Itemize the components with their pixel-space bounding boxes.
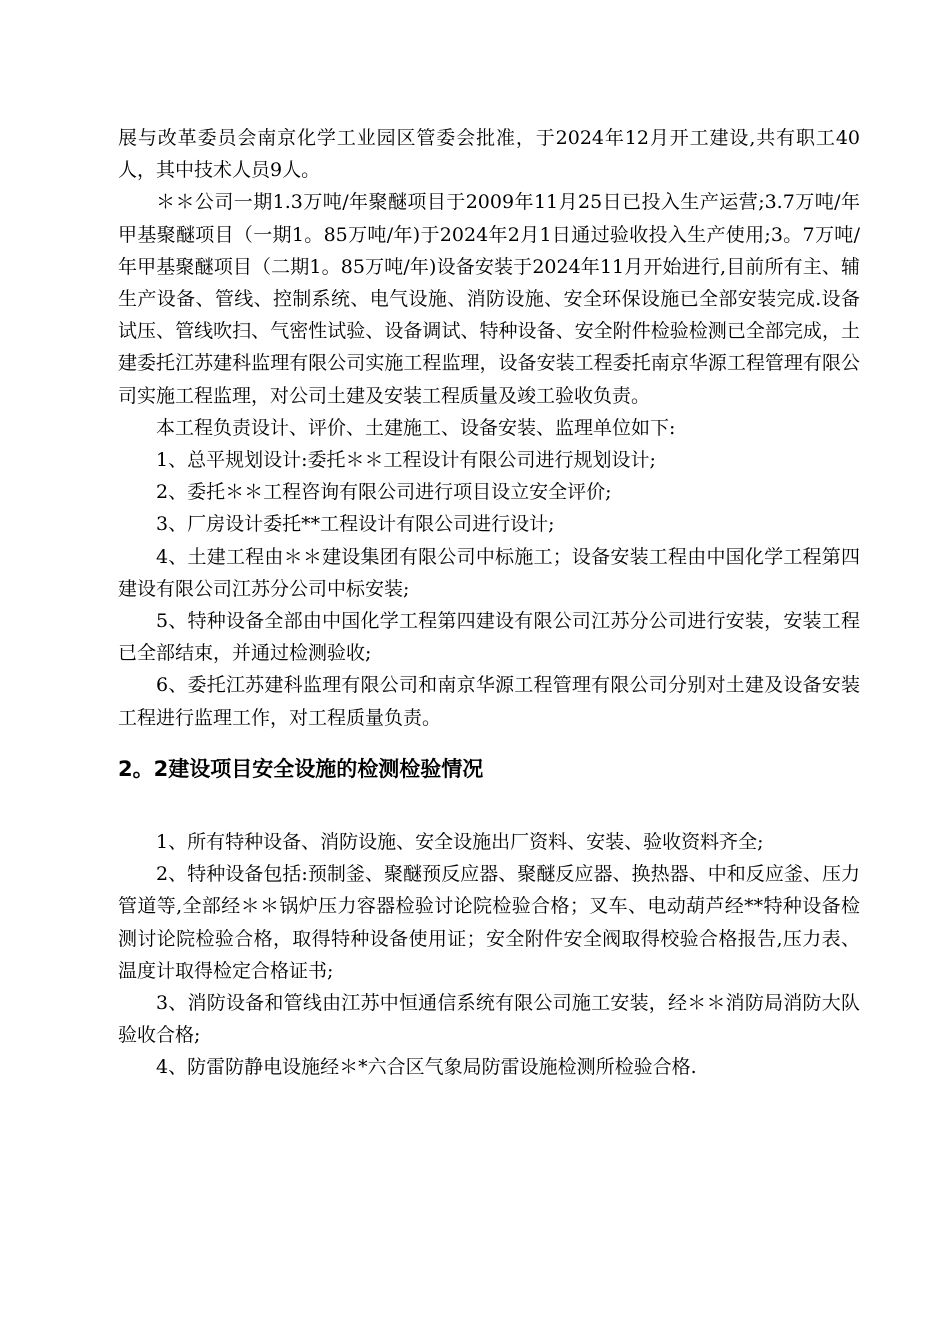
list-item-equipment-inspection: 2、特种设备包括:预制釜、聚醚预反应器、聚醚反应器、换热器、中和反应釜、压力管道等,全部经＊＊锅炉压力容器检验讨论院检验合格；叉车、电动葫芦经**特种设备检测讨论院检验合格，取得特种设备使用证；安全附件安全阀取得校验合格报告,压力表、温度计取得检定合格证书; [118, 863, 860, 982]
list-item-plant-design: 3、厂房设计委托**工程设计有限公司进行设计; [156, 513, 555, 536]
section-1-body [118, 122, 860, 734]
list-item-planning-design: 1、总平规划设计:委托＊＊工程设计有限公司进行规划设计; [156, 449, 656, 472]
document-page [118, 122, 860, 1079]
list-item-documents: 1、所有特种设备、消防设施、安全设施出厂资料、安装、验收资料齐全; [156, 831, 764, 853]
section-heading-2-2: 2。2建设项目安全设施的检测检验情况 [118, 757, 484, 781]
list-item-special-equipment: 5、特种设备全部由中国化学工程第四建设有限公司江苏分公司进行安装，安装工程已全部结束，并通过检测验收; [118, 610, 860, 665]
list-item-supervision: 6、委托江苏建科监理有限公司和南京华源工程管理有限公司分别对土建及设备安装工程进行监理工作，对工程质量负责。 [118, 674, 860, 729]
list-item-construction: 4、土建工程由＊＊建设集团有限公司中标施工；设备安装工程由中国化学工程第四建设有限公司江苏分公司中标安装; [118, 545, 860, 600]
list-item-safety-evaluation: 2、委托＊＊工程咨询有限公司进行项目设立安全评价; [156, 481, 612, 504]
paragraph-project-status: ＊＊公司一期1.3万吨/年聚醚项目于2009年11月25日已投入生产运营;3.7万吨/年甲基聚醚项目（一期1。85万吨/年)于2024年2月1日通过验收投入生产使用;3。7万吨/年甲基聚醚项目（二期1。85万吨/年)设备安装于2024年11月开始进行,目前所有主、辅生产设备、管线、控制系统、电气设施、消防设施、安全环保设施已全部安装完成.设备试压、管线吹扫、气密性试验、设备调试、特种设备、安全附件检验检测已全部完成，土建委托江苏建科监理有限公司实施工程监理，设备安装工程委托南京华源工程管理有限公司实施工程监理，对公司土建及安装工程质量及竣工验收负责。 [118, 191, 860, 407]
list-item-lightning-protection: 4、防雷防静电设施经＊*六合区气象局防雷设施检测所检验合格. [156, 1056, 697, 1079]
paragraph-units-intro: 本工程负责设计、评价、土建施工、设备安装、监理单位如下: [156, 416, 676, 439]
list-item-fire-protection: 3、消防设备和管线由江苏中恒通信系统有限公司施工安装，经＊＊消防局消防大队验收合格; [118, 992, 860, 1047]
paragraph-approval: 展与改革委员会南京化学工业园区管委会批准，于2024年12月开工建设,共有职工40人，其中技术人员9人。 [118, 127, 860, 182]
section-2-body [118, 826, 860, 1084]
